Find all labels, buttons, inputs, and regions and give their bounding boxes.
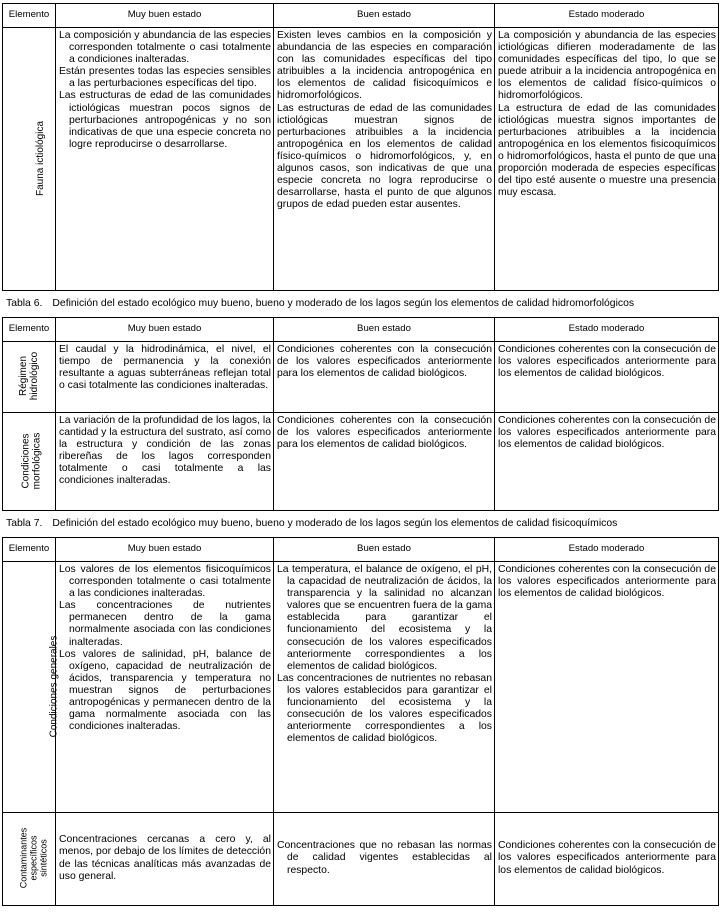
header-good: Buen estado: [274, 538, 495, 562]
cell-paragraph: Concentraciones cercanas a cero y, al menos, por debajo de los límites de detección de las técnicas analíticas más avanzadas de uso general.: [59, 834, 271, 882]
cell-paragraph: Concentraciones que no rebasan las normas de calidad vigentes establecidas al respecto.: [277, 840, 492, 876]
header-very-good: Muy buen estado: [56, 4, 274, 28]
table-number: Tabla 6.: [6, 298, 43, 309]
table-hydromorphological: [2, 317, 719, 511]
cell-moderate: [495, 413, 719, 511]
header-very-good: Muy buen estado: [56, 538, 274, 562]
caption-text: Definición del estado ecológico muy bueno, bueno y moderado de los lagos según los elementos de calidad hidromorfológicos: [52, 298, 635, 309]
element-cell: [3, 342, 56, 413]
cell-good: [274, 813, 495, 906]
cell-paragraph: Los valores de salinidad, pH, balance de oxígeno, capacidad de neutralización de ácidos, transparencia y temperatura no muestran signos de perturbaciones antropogénicas y permanecen dentro de la gama normalmente asociada con las condiciones inalteradas.: [59, 648, 271, 733]
cell-paragraph: Las estructuras de edad de las comunidades ictiológicas muestran signos de perturbaciones atribuibles a la incidencia antropogénica en los elementos de calidad físico-químicos o hidromorfológicos, y, en algunos casos, son indicativas de que una especie concreta no logra reproducirse o desarrollarse, hasta el punto de que algunos grupos de edad pueden estar ausentes.: [277, 102, 492, 211]
table-header-row: [3, 538, 719, 562]
cell-moderate: [495, 813, 719, 906]
caption-text: Definición del estado ecológico muy bueno, bueno y moderado de los lagos según los elementos de calidad fisicoquímicos: [52, 518, 618, 529]
cell-paragraph: Condiciones coherentes con la consecución de los valores especificados anteriormente para los elementos de calidad biológicos.: [277, 344, 492, 380]
header-moderate: Estado moderado: [495, 318, 719, 342]
cell-paragraph: La composición y abundancia de las especies ictiológicas difieren moderadamente de las comunidades específicas del tipo, lo que se puede atribuir a la incidencia antropogénica en los elementos de calidad físico-químicos o hidromorfológicos.: [498, 30, 716, 102]
cell-paragraph: Condiciones coherentes con la consecución de los valores especificados anteriormente para los elementos de calidad biológicos.: [277, 415, 492, 451]
cell-moderate: [495, 342, 719, 413]
cell-very-good: [56, 28, 274, 291]
header-moderate: Estado moderado: [495, 4, 719, 28]
cell-moderate: [495, 562, 719, 813]
cell-paragraph: Condiciones coherentes con la consecución de los valores especificados anteriormente para los elementos de calidad biológicos.: [498, 840, 716, 876]
element-label: Fauna ictiológica: [35, 120, 47, 196]
cell-paragraph: Condiciones coherentes con la consecución de los valores especificados anteriormente para los elementos de calidad biológicos.: [498, 564, 716, 600]
element-cell: [3, 413, 56, 511]
cell-good: [274, 28, 495, 291]
table-physicochemical: [2, 537, 719, 906]
table-row: [3, 28, 719, 291]
cell-very-good: [56, 413, 274, 511]
header-good: Buen estado: [274, 4, 495, 28]
document-page: [2, 3, 718, 906]
header-element: Elemento: [3, 318, 56, 342]
table-header-row: [3, 318, 719, 342]
element-cell: [3, 562, 60, 813]
cell-paragraph: Las estructuras de edad de las comunidades ictiológicas muestran pocos signos de perturbaciones antropogénicas y no son indicativas de que una especie concreta no logre reproducirse o desarrollarse.: [59, 90, 271, 150]
element-label: Régimen hidrológico: [18, 352, 40, 401]
cell-paragraph: Las concentraciones de nutrientes no rebasan los valores establecidos para garantizar el funcionamiento del ecosistema y la consecución de los valores especificados anteriormente correspondientes a los elementos de calidad biológicos.: [277, 672, 492, 745]
cell-paragraph: Están presentes todas las especies sensibles a las perturbaciones específicas del tipo.: [59, 66, 271, 90]
element-cell: [3, 813, 56, 906]
table-header-row: [3, 4, 719, 28]
cell-moderate: [495, 28, 719, 291]
cell-paragraph: La composición y abundancia de las especies corresponden totalmente o casi totalmente a condiciones inalteradas.: [59, 30, 271, 66]
table-row: [3, 562, 719, 813]
element-label: Condiciones generales: [48, 635, 60, 738]
header-element: Elemento: [3, 538, 56, 562]
cell-paragraph: La temperatura, el balance de oxígeno, el pH, la capacidad de neutralización de ácidos, la transparencia y la salinidad no alcanzan valores que se encuentren fuera de la gama establecida para garantizar el funcionamiento del ecosistema y la consecución de los valores especificados anteriormente correspondientes a los elementos de calidad biológicos.: [277, 564, 492, 672]
cell-paragraph: Las concentraciones de nutrientes permanecen dentro de la gama normalmente asociada con las condiciones inalteradas.: [59, 600, 271, 648]
table-row: [3, 342, 719, 413]
cell-paragraph: La estructura de edad de las comunidades ictiológicas muestra signos importantes de perturbaciones atribuibles a la incidencia antropogénica en los elementos fisicoquímicos o hidromorfológicos, hasta el punto de que una proporción moderada de especies específicas del tipo esté ausente o muestre una presencia muy escasa.: [498, 102, 716, 199]
table-7-caption: [2, 511, 718, 537]
element-label: Contaminantes específicos sintéticos: [18, 827, 49, 889]
cell-very-good: [56, 813, 274, 906]
header-moderate: Estado moderado: [495, 538, 719, 562]
cell-paragraph: Condiciones coherentes con la consecución de los valores especificados anteriormente para los elementos de calidad biológicos.: [498, 344, 716, 380]
header-good: Buen estado: [274, 318, 495, 342]
table-fish-fauna: [2, 3, 719, 291]
table-row: [3, 813, 719, 906]
cell-good: [274, 413, 495, 511]
table-row: [3, 413, 719, 511]
table-number: Tabla 7.: [6, 518, 43, 529]
cell-paragraph: Los valores de los elementos fisicoquímicos corresponden totalmente o casi totalmente a las condiciones inalteradas.: [59, 564, 271, 600]
cell-paragraph: La variación de la profundidad de los lagos, la cantidad y la estructura del sustrato, así como la estructura y condición de las zonas ribereñas de los lagos corresponden totalmente o casi totalmente a las condiciones inalteradas.: [59, 415, 271, 487]
cell-very-good: [56, 562, 274, 813]
cell-good: [274, 342, 495, 413]
cell-good: [274, 562, 495, 813]
cell-paragraph: Condiciones coherentes con la consecución de los valores especificados anteriormente para los elementos de calidad biológicos.: [498, 415, 716, 451]
table-6-caption: [2, 291, 718, 317]
header-very-good: Muy buen estado: [56, 318, 274, 342]
cell-paragraph: Existen leves cambios en la composición y abundancia de las especies en comparación con las comunidades específicas del tipo atribuibles a la incidencia antropogénica en los elementos de calidad fisicoquímicos e hidromorfológicos.: [277, 30, 492, 102]
element-cell: [3, 28, 56, 291]
cell-paragraph: El caudal y la hidrodinámica, el nivel, el tiempo de permanencia y la conexión resultante a aguas subterráneas reflejan total o casi totalmente las condiciones inalteradas.: [59, 344, 271, 392]
header-element: Elemento: [3, 4, 56, 28]
cell-very-good: [56, 342, 274, 413]
element-label: Condiciones morfológicas: [20, 432, 43, 490]
